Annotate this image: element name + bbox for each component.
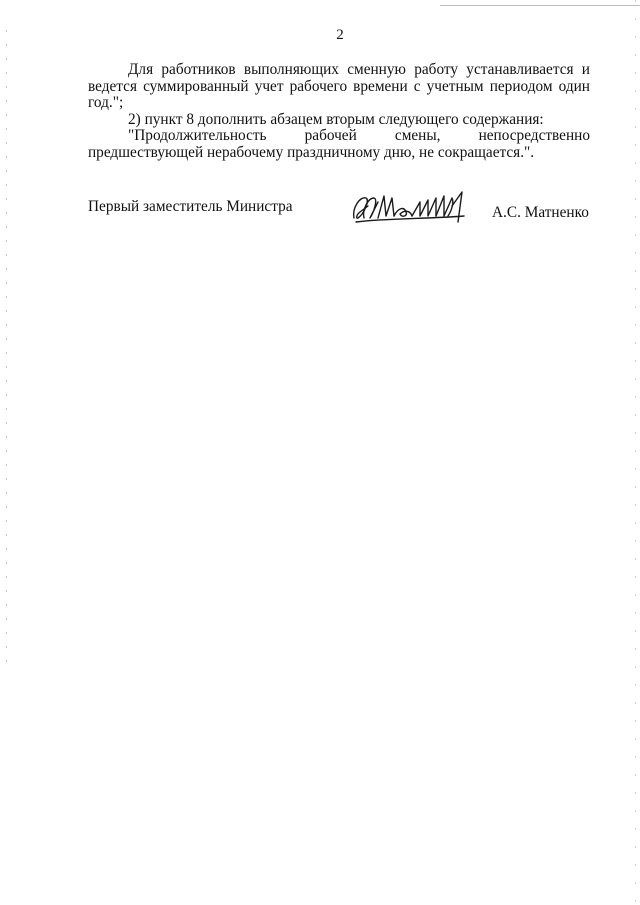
- signer-name: А.С. Матненко: [492, 204, 589, 221]
- signer-title: Первый заместитель Министра: [88, 198, 293, 215]
- handwritten-signature: [348, 188, 478, 228]
- scan-artifact-top: [440, 5, 640, 6]
- paragraph-shift-duration: "Продолжительность рабочей смены, непосредственно предшествующей нерабочему праздничному дню, не сокращается.".: [88, 127, 590, 161]
- signature-block: [88, 194, 590, 234]
- paragraph-summary-accounting: Для работников выполняющих сменную работу устанавливается и ведется суммированный учет рабочего времени с учетным периодом один год.";: [88, 61, 590, 111]
- paragraph-item-8: 2) пункт 8 дополнить абзацем вторым следующего содержания:: [128, 110, 544, 128]
- scan-artifact-right: [635, 0, 636, 905]
- page-number: 2: [336, 27, 344, 43]
- scan-artifact-left: [6, 30, 7, 670]
- document-body: [88, 62, 590, 161]
